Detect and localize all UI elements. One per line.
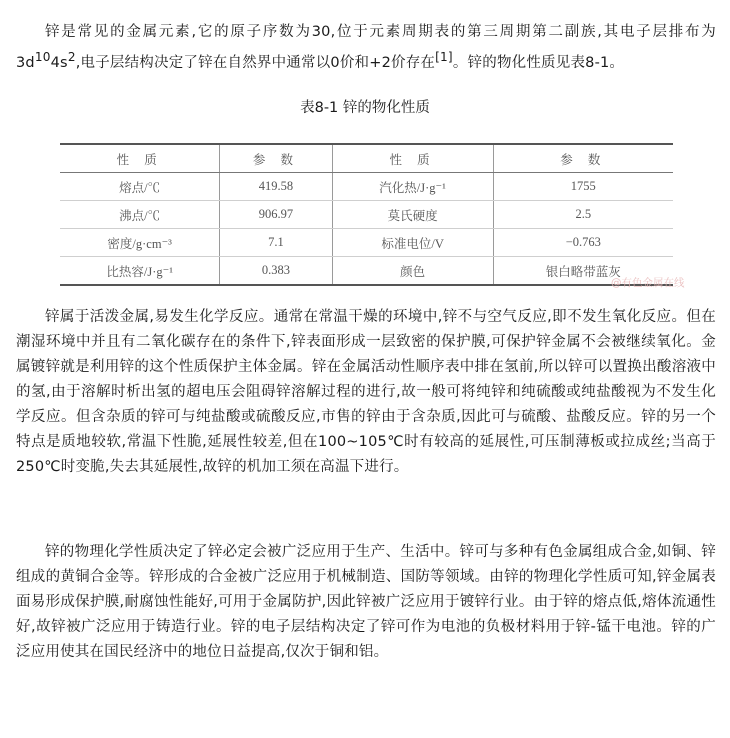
table-cell: 2.5 [493, 201, 673, 229]
table-row [60, 201, 673, 229]
table-cell: 比热容/J·g⁻¹ [60, 257, 220, 286]
table-cell: 密度/g·cm⁻³ [60, 229, 220, 257]
table-caption: 表8-1 锌的物化性质 [300, 100, 430, 116]
table-cell: 0.383 [220, 257, 332, 286]
superscript-10: 10 [34, 50, 51, 64]
table-cell: 银白略带蓝灰 [545, 264, 621, 279]
header-value-1: 参 数 [220, 144, 332, 173]
watermark: @有色金属在线 [611, 277, 685, 289]
citation-ref[interactable]: [1] [435, 50, 453, 64]
header-property-1: 性 质 [60, 144, 220, 173]
intro-text-b: 4s [50, 54, 68, 71]
table-cell: 熔点/℃ [60, 173, 220, 201]
table-cell: 7.1 [220, 229, 332, 257]
header-value-2: 参 数 [493, 144, 673, 173]
intro-text-a: 锌是常见的金属元素,它的原子序数为30,位于元素周期表的第三周期第二副族,其电子层排布为3d [16, 24, 716, 71]
table-cell: 1755 [493, 173, 673, 201]
table-cell: 颜色 [332, 257, 493, 286]
intro-text-d: 。锌的物化性质见表8-1。 [452, 54, 625, 71]
header-property-2: 性 质 [332, 144, 493, 173]
body-paragraph-reactivity: 锌属于活泼金属,易发生化学反应。通常在常温干燥的环境中,锌不与空气反应,即不发生氧化反应。但在潮湿环境中并且有二氧化碳存在的条件下,锌表面形成一层致密的保护膜,可保护锌金属不会被继续氧化。金属镀锌就是利用锌的这个性质保护主体金属。锌在金属活动性顺序表中排在氢前,所以锌可以置换出酸溶液中的氢,由于溶解时析出氢的超电压会阻碍锌溶解过程的进行,故一般可将纯锌和纯硫酸或纯盐酸视为不发生化学反应。但含杂质的锌可与纯盐酸或硫酸反应,市售的锌由于含杂质,因此可与硫酸、盐酸反应。锌的另一个特点是质地较软,常温下性脆,延展性较差,但在100~105℃时有较高的延展性,可压制薄板或拉成丝;当高于250℃时变脆,失去其延展性,故锌的机加工须在高温下进行。 [16, 309, 716, 475]
table-cell: 沸点/℃ [60, 201, 220, 229]
table-row [60, 173, 673, 201]
body-paragraph-applications: 锌的物理化学性质决定了锌必定会被广泛应用于生产、生活中。锌可与多种有色金属组成合金,如铜、锌组成的黄铜合金等。锌形成的合金被广泛应用于机械制造、国防等领域。由锌的物理化学性质可知,锌金属表面易形成保护膜,耐腐蚀性能好,可用于金属防护,因此锌被广泛应用于镀锌行业。由于锌的熔点低,熔体流通性好,故锌被广泛应用于铸造行业。锌的电子层结构决定了锌可作为电池的负极材料用于锌-锰干电池。锌的广泛应用使其在国民经济中的地位日益提高,仅次于铜和铝。 [16, 544, 716, 660]
properties-table [60, 143, 673, 286]
table-cell: 906.97 [220, 201, 332, 229]
table-row [60, 257, 673, 286]
table-cell: 标准电位/V [332, 229, 493, 257]
intro-text-c: ,电子层结构决定了锌在自然界中通常以0价和+2价存在 [75, 54, 436, 71]
table-row [60, 229, 673, 257]
superscript-2: 2 [67, 50, 76, 64]
table-cell: 莫氏硬度 [332, 201, 493, 229]
table-cell: 汽化热/J·g⁻¹ [332, 173, 493, 201]
table-cell: 419.58 [220, 173, 332, 201]
table-cell: −0.763 [493, 229, 673, 257]
intro-paragraph [16, 20, 716, 76]
table-header-row [60, 144, 673, 173]
